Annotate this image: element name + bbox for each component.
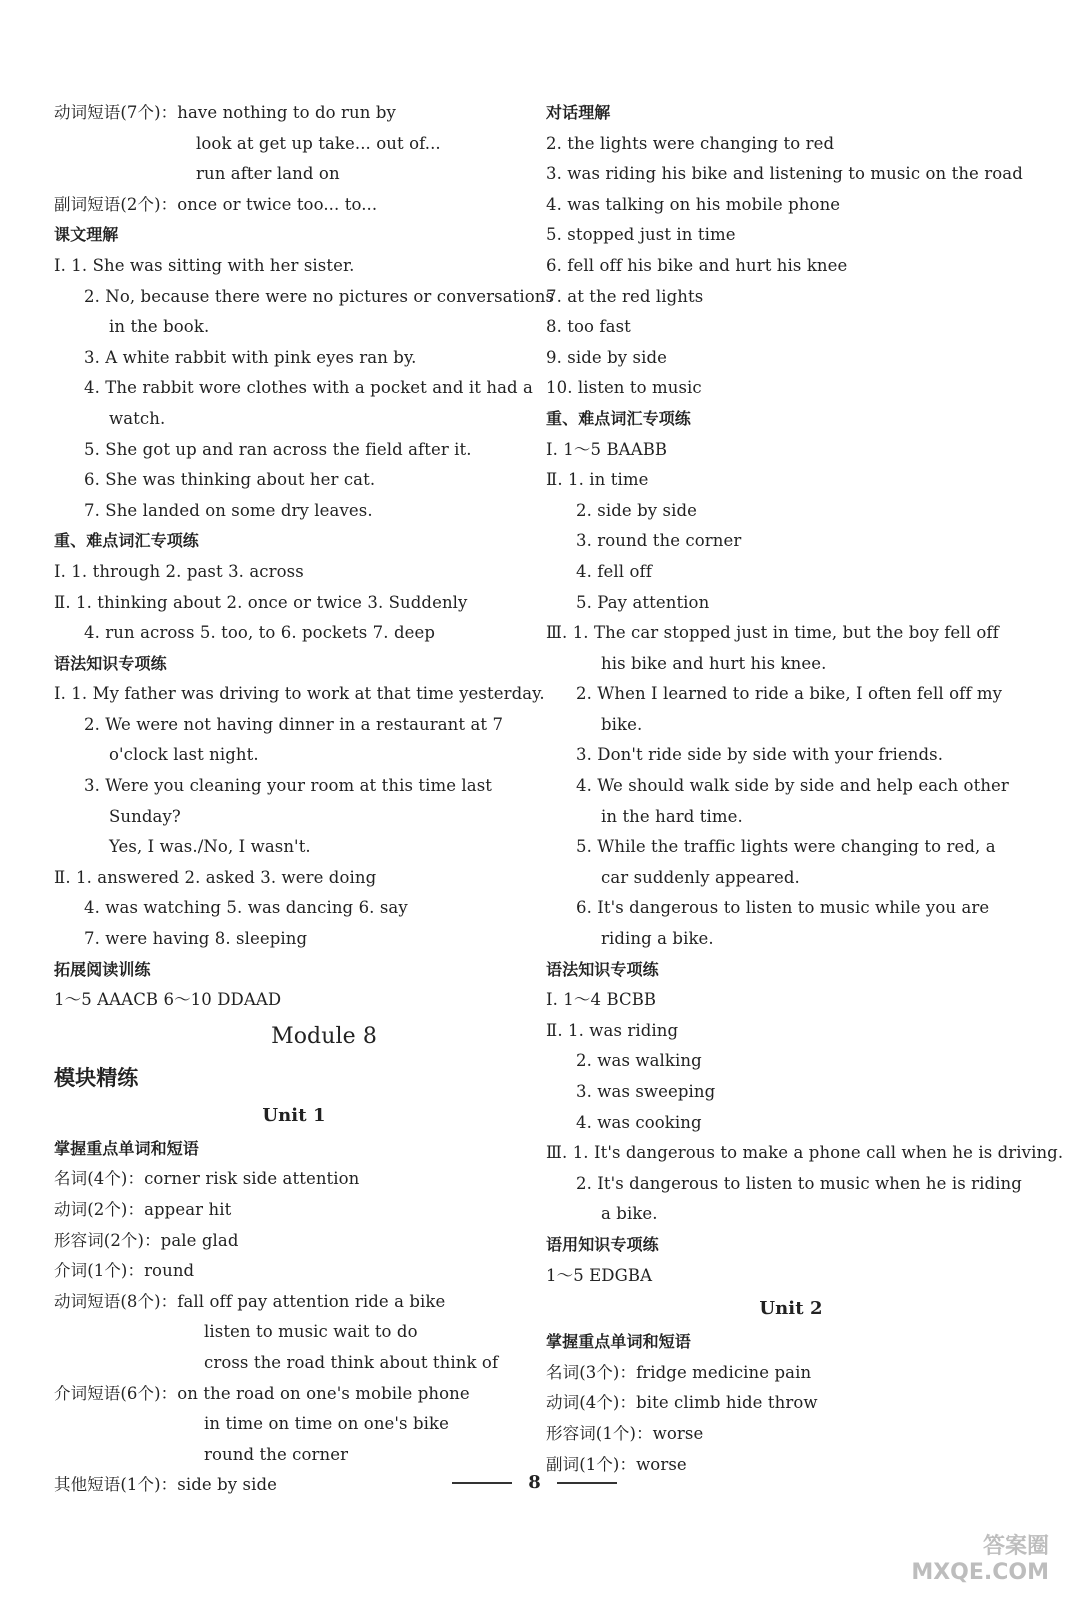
answer-line: 2. No, because there were no pictures or conversations xyxy=(84,286,555,306)
footer-ornament-left xyxy=(452,1482,512,1484)
section-heading: 掌握重点单词和短语 xyxy=(546,1332,691,1352)
answer-line: 副词短语(2个)：once or twice too... to... xyxy=(54,194,378,214)
unit-title: Unit 1 xyxy=(262,1104,326,1126)
answer-line: in time on time on one's bike xyxy=(204,1414,449,1434)
answer-line: riding a bike. xyxy=(601,929,714,949)
section-heading: 模块精练 xyxy=(54,1065,139,1090)
answer-line: Ⅲ. 1. The car stopped just in time, but the boy fell off xyxy=(546,623,999,643)
answer-line: 动词(2个)：appear hit xyxy=(54,1200,232,1219)
answer-line: 2. When I learned to ride a bike, I often fell off my xyxy=(576,684,1003,704)
answer-line: Ⅰ. 1～5 BAABB xyxy=(546,439,668,459)
answer-line: 名词(4个)：corner risk side attention xyxy=(54,1169,360,1189)
answer-line: 介词(1个)：round xyxy=(54,1261,195,1281)
section-heading: 课文理解 xyxy=(54,225,119,245)
answer-line: 10. listen to music xyxy=(546,378,702,398)
answer-line: 9. side by side xyxy=(546,347,668,367)
left-column xyxy=(54,98,555,1501)
answer-line: run after land on xyxy=(196,164,340,184)
answer-line: Ⅲ. 1. It's dangerous to make a phone call when he is driving. xyxy=(546,1143,1064,1163)
watermark-url: MXQE.COM xyxy=(911,1560,1049,1585)
answer-line: 3. Don't ride side by side with your friends. xyxy=(576,745,944,765)
answer-line: 4. run across 5. too, to 6. pockets 7. deep xyxy=(84,623,436,643)
footer-ornament-right xyxy=(557,1482,617,1484)
answer-line: 6. It's dangerous to listen to music while you are xyxy=(576,898,990,918)
answer-line: Ⅰ. 1. My father was driving to work at that time yesterday. xyxy=(54,684,545,704)
answer-line: 3. was riding his bike and listening to music on the road xyxy=(546,164,1023,184)
page-footer xyxy=(0,1472,1069,1493)
answer-line: 其他短语(1个)：side by side xyxy=(54,1475,277,1495)
answer-line: 6. She was thinking about her cat. xyxy=(84,470,376,490)
answer-line: 6. fell off his bike and hurt his knee xyxy=(546,255,848,275)
answer-line: car suddenly appeared. xyxy=(601,867,800,887)
answer-line: round the corner xyxy=(204,1444,349,1464)
answer-line: 8. too fast xyxy=(546,317,631,337)
section-heading: 语法知识专项练 xyxy=(546,959,659,979)
answer-line: 2. It's dangerous to listen to music when he is riding xyxy=(576,1173,1022,1193)
answer-line: Ⅰ. 1. through 2. past 3. across xyxy=(54,561,304,581)
answer-line: 2. was walking xyxy=(576,1051,702,1071)
section-heading: 语用知识专项练 xyxy=(546,1234,659,1254)
unit-title: Module 8 xyxy=(271,1023,377,1049)
page-number: 8 xyxy=(528,1472,541,1493)
right-column xyxy=(546,98,1064,1480)
answer-line: 4. was cooking xyxy=(576,1112,702,1132)
section-heading: 语法知识专项练 xyxy=(54,653,167,673)
answer-line: 7. were having 8. sleeping xyxy=(84,929,308,949)
unit-title: Unit 2 xyxy=(759,1298,823,1320)
answer-line: Ⅰ. 1. She was sitting with her sister. xyxy=(54,255,355,275)
answer-line: 名词(3个)：fridge medicine pain xyxy=(546,1362,812,1382)
answer-line: o'clock last night. xyxy=(109,745,259,765)
answer-line: Ⅱ. 1. answered 2. asked 3. were doing xyxy=(54,867,377,887)
answer-line: 4. The rabbit wore clothes with a pocket and it had a xyxy=(84,378,533,398)
answer-line: 1～5 EDGBA xyxy=(546,1265,653,1285)
answer-line: 7. She landed on some dry leaves. xyxy=(84,500,373,520)
answer-line: 5. Pay attention xyxy=(576,592,710,612)
answer-line: bike. xyxy=(601,714,643,734)
answer-line: Ⅱ. 1. thinking about 2. once or twice 3. Suddenly xyxy=(54,592,468,612)
site-watermark xyxy=(911,1534,1049,1586)
answer-line: his bike and hurt his knee. xyxy=(601,653,827,673)
answer-line: 3. A white rabbit with pink eyes ran by. xyxy=(84,347,417,367)
answer-line: look at get up take... out of... xyxy=(196,133,441,153)
answer-line: 2. We were not having dinner in a restaurant at 7 xyxy=(84,714,504,734)
answer-line: 7. at the red lights xyxy=(546,286,704,306)
answer-line: in the book. xyxy=(109,317,210,337)
answer-line: 3. was sweeping xyxy=(576,1082,716,1101)
answer-line: 2. side by side xyxy=(576,500,698,520)
answer-line: cross the road think about think of xyxy=(204,1352,499,1372)
answer-line: watch. xyxy=(109,408,166,428)
answer-line: 形容词(1个)：worse xyxy=(546,1423,704,1443)
answer-line: in the hard time. xyxy=(601,806,743,826)
answer-line: 2. the lights were changing to red xyxy=(546,133,835,153)
answer-line: Sunday? xyxy=(109,806,181,826)
answer-line: Yes, I was./No, I wasn't. xyxy=(109,837,311,857)
answer-line: 动词短语(7个)：have nothing to do run by xyxy=(54,103,396,122)
answer-line: 介词短语(6个)：on the road on one's mobile phone xyxy=(54,1383,470,1403)
answer-line: 形容词(2个)：pale glad xyxy=(54,1230,239,1250)
answer-line: 4. We should walk side by side and help each other xyxy=(576,776,1009,796)
answer-line: listen to music wait to do xyxy=(204,1322,418,1342)
watermark-title: 答案圈 xyxy=(982,1534,1049,1559)
answer-line: a bike. xyxy=(601,1204,658,1224)
answer-line: 4. was watching 5. was dancing 6. say xyxy=(84,898,408,918)
section-heading: 重、难点词汇专项练 xyxy=(54,531,199,551)
answer-line: 5. She got up and ran across the field after it. xyxy=(84,439,472,459)
answer-line: 4. was talking on his mobile phone xyxy=(546,194,841,214)
answer-line: 3. round the corner xyxy=(576,531,742,551)
section-heading: 重、难点词汇专项练 xyxy=(546,408,691,428)
answer-line: 动词(4个)：bite climb hide throw xyxy=(546,1393,818,1413)
answer-line: Ⅱ. 1. was riding xyxy=(546,1020,679,1040)
section-heading: 掌握重点单词和短语 xyxy=(54,1138,199,1158)
answer-line: 4. fell off xyxy=(576,561,652,581)
answer-line: 5. stopped just in time xyxy=(546,225,736,245)
answer-line: 3. Were you cleaning your room at this time last xyxy=(84,776,493,796)
answer-line: Ⅱ. 1. in time xyxy=(546,470,649,490)
answer-line: 动词短语(8个)：fall off pay attention ride a bike xyxy=(54,1291,446,1311)
answer-line: Ⅰ. 1～4 BCBB xyxy=(546,990,657,1010)
answer-line: 5. While the traffic lights were changing to red, a xyxy=(576,837,996,857)
section-heading: 拓展阅读训练 xyxy=(54,959,151,979)
answer-line: 副词(1个)：worse xyxy=(546,1454,687,1474)
section-heading: 对话理解 xyxy=(546,103,611,122)
answer-line: 1～5 AAACB 6～10 DDAAD xyxy=(54,990,282,1010)
